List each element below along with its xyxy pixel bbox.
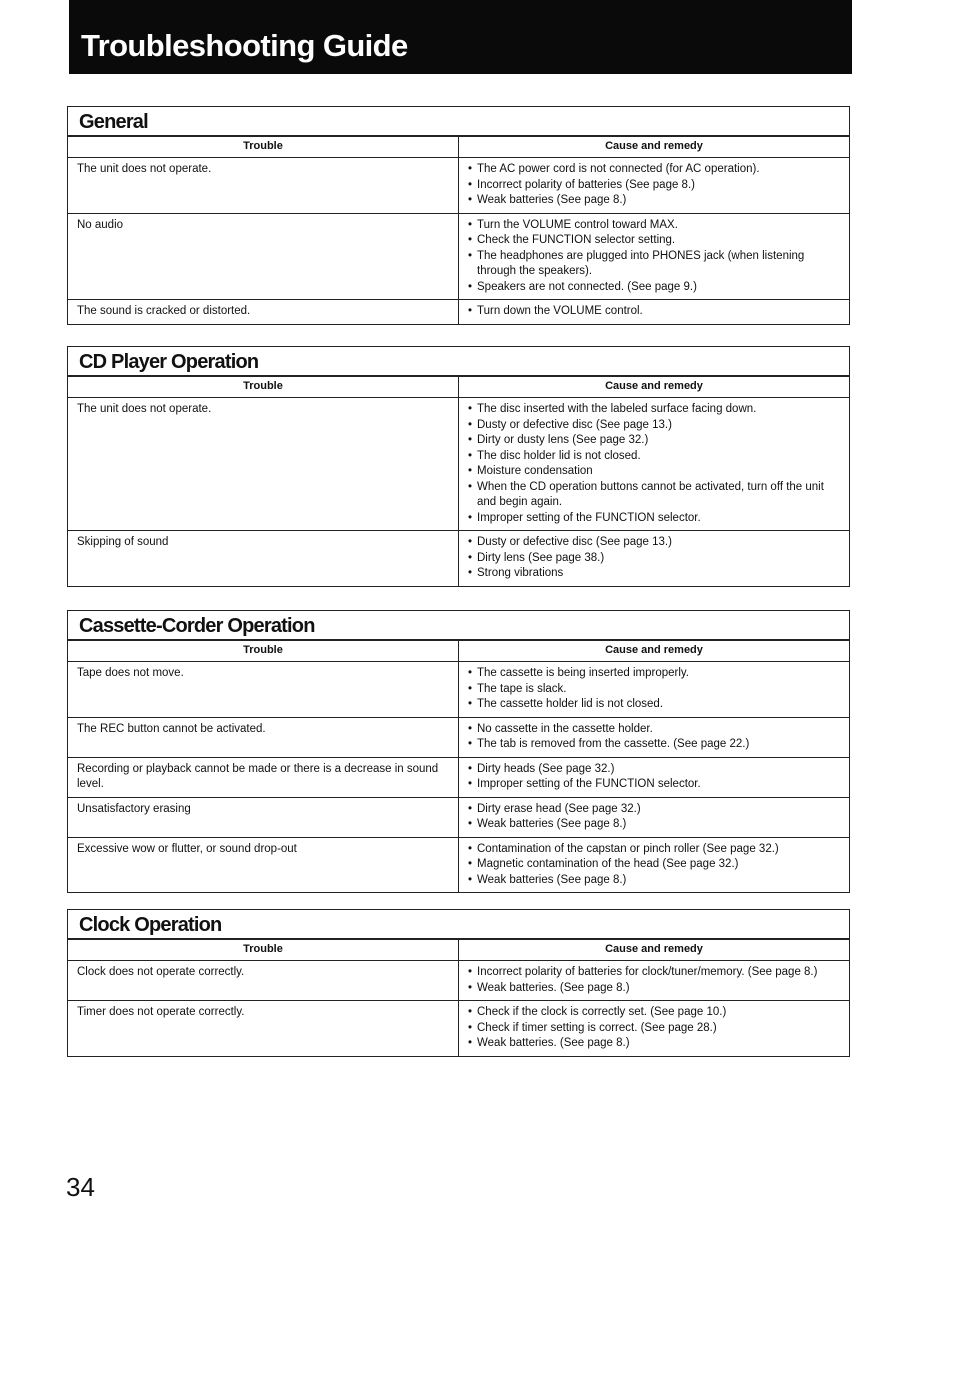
trouble-cell: Tape does not move. — [68, 662, 459, 718]
section-clock — [67, 909, 850, 1057]
remedy-item: • Speakers are not connected. (See page 9.) — [468, 280, 841, 296]
remedy-list — [468, 304, 841, 320]
remedy-list — [468, 802, 841, 833]
remedy-cell — [459, 757, 850, 797]
remedy-item: • Check if the clock is correctly set. (See page 10.) — [468, 1005, 841, 1021]
column-header-trouble: Trouble — [68, 377, 459, 398]
remedy-item: • Incorrect polarity of batteries for clock/tuner/memory. (See page 8.) — [468, 965, 841, 981]
trouble-cell: The REC button cannot be activated. — [68, 717, 459, 757]
remedy-list — [468, 162, 841, 209]
trouble-cell: The unit does not operate. — [68, 398, 459, 531]
section-cassette-corder — [67, 610, 850, 893]
remedy-cell — [459, 797, 850, 837]
remedy-item: • Strong vibrations — [468, 566, 841, 582]
remedy-cell — [459, 837, 850, 892]
remedy-cell — [459, 531, 850, 586]
remedy-item: • Weak batteries (See page 8.) — [468, 873, 841, 889]
trouble-cell: Excessive wow or flutter, or sound drop-out — [68, 837, 459, 892]
remedy-list — [468, 722, 841, 753]
title-bar — [69, 0, 852, 74]
remedy-cell — [459, 961, 850, 1001]
remedy-cell — [459, 1001, 850, 1056]
remedy-list — [468, 965, 841, 996]
page-number: 34 — [66, 1172, 95, 1202]
column-header-trouble: Trouble — [68, 641, 459, 662]
remedy-item: • Weak batteries (See page 8.) — [468, 817, 841, 833]
remedy-item: • The tab is removed from the cassette. (See page 22.) — [468, 737, 841, 753]
trouble-cell: Clock does not operate correctly. — [68, 961, 459, 1001]
remedy-item: • Weak batteries. (See page 8.) — [468, 981, 841, 997]
table-header-row — [68, 137, 849, 158]
table-row — [68, 213, 849, 300]
section-general — [67, 106, 850, 325]
section-header — [68, 107, 849, 136]
remedy-list — [468, 842, 841, 889]
column-header-remedy: Cause and remedy — [459, 137, 850, 158]
remedy-item: • The headphones are plugged into PHONES jack (when listening through the speakers). — [468, 249, 841, 280]
remedy-item: • Turn the VOLUME control toward MAX. — [468, 218, 841, 234]
trouble-cell: Skipping of sound — [68, 531, 459, 586]
table-row — [68, 300, 849, 324]
troubleshooting-table — [68, 640, 849, 892]
remedy-item: • Turn down the VOLUME control. — [468, 304, 841, 320]
table-row — [68, 717, 849, 757]
trouble-cell: No audio — [68, 213, 459, 300]
table-row — [68, 662, 849, 718]
remedy-list — [468, 218, 841, 296]
column-header-remedy: Cause and remedy — [459, 377, 850, 398]
section-heading: Clock Operation — [79, 914, 222, 936]
trouble-cell: Timer does not operate correctly. — [68, 1001, 459, 1056]
table-header-row — [68, 377, 849, 398]
remedy-cell — [459, 158, 850, 214]
remedy-list — [468, 535, 841, 582]
remedy-item: • Improper setting of the FUNCTION selector. — [468, 511, 841, 527]
trouble-cell: Unsatisfactory erasing — [68, 797, 459, 837]
remedy-item: • Dusty or defective disc (See page 13.) — [468, 418, 841, 434]
column-header-remedy: Cause and remedy — [459, 940, 850, 961]
remedy-item: • Weak batteries. (See page 8.) — [468, 1036, 841, 1052]
column-header-remedy: Cause and remedy — [459, 641, 850, 662]
remedy-item: • No cassette in the cassette holder. — [468, 722, 841, 738]
remedy-item: • The tape is slack. — [468, 682, 841, 698]
remedy-list — [468, 666, 841, 713]
table-row — [68, 797, 849, 837]
remedy-list — [468, 402, 841, 526]
remedy-list — [468, 762, 841, 793]
column-header-trouble: Trouble — [68, 137, 459, 158]
table-row — [68, 961, 849, 1001]
remedy-item: • Dirty or dusty lens (See page 32.) — [468, 433, 841, 449]
section-heading: Cassette-Corder Operation — [79, 615, 315, 637]
remedy-item: • Dirty heads (See page 32.) — [468, 762, 841, 778]
table-row — [68, 531, 849, 586]
remedy-item: • Weak batteries (See page 8.) — [468, 193, 841, 209]
remedy-item: • The cassette holder lid is not closed. — [468, 697, 841, 713]
table-row — [68, 158, 849, 214]
table-row — [68, 398, 849, 531]
table-header-row — [68, 641, 849, 662]
remedy-item: • Dusty or defective disc (See page 13.) — [468, 535, 841, 551]
troubleshooting-table — [68, 136, 849, 324]
remedy-item: • Dirty lens (See page 38.) — [468, 551, 841, 567]
page-title: Troubleshooting Guide — [81, 28, 408, 63]
remedy-item: • The disc holder lid is not closed. — [468, 449, 841, 465]
remedy-item: • Improper setting of the FUNCTION selector. — [468, 777, 841, 793]
remedy-list — [468, 1005, 841, 1052]
remedy-item: • Check if timer setting is correct. (See page 28.) — [468, 1021, 841, 1037]
table-header-row — [68, 940, 849, 961]
remedy-item: • The disc inserted with the labeled surface facing down. — [468, 402, 841, 418]
remedy-cell — [459, 213, 850, 300]
table-row — [68, 757, 849, 797]
section-header — [68, 611, 849, 640]
remedy-cell — [459, 300, 850, 324]
troubleshooting-table — [68, 376, 849, 586]
column-header-trouble: Trouble — [68, 940, 459, 961]
remedy-cell — [459, 398, 850, 531]
section-header — [68, 910, 849, 939]
table-row — [68, 837, 849, 892]
remedy-item: • When the CD operation buttons cannot be activated, turn off the unit and begin again. — [468, 480, 841, 511]
trouble-cell: The sound is cracked or distorted. — [68, 300, 459, 324]
remedy-item: • Incorrect polarity of batteries (See page 8.) — [468, 178, 841, 194]
remedy-cell — [459, 662, 850, 718]
remedy-item: • Check the FUNCTION selector setting. — [468, 233, 841, 249]
table-row — [68, 1001, 849, 1056]
remedy-item: • Contamination of the capstan or pinch roller (See page 32.) — [468, 842, 841, 858]
remedy-item: • Magnetic contamination of the head (See page 32.) — [468, 857, 841, 873]
remedy-item: • Dirty erase head (See page 32.) — [468, 802, 841, 818]
trouble-cell: Recording or playback cannot be made or there is a decrease in sound level. — [68, 757, 459, 797]
remedy-item: • The AC power cord is not connected (for AC operation). — [468, 162, 841, 178]
section-cd-player — [67, 346, 850, 587]
section-heading: General — [79, 111, 148, 133]
remedy-item: • Moisture condensation — [468, 464, 841, 480]
section-header — [68, 347, 849, 376]
remedy-cell — [459, 717, 850, 757]
section-heading: CD Player Operation — [79, 351, 259, 373]
remedy-item: • The cassette is being inserted improperly. — [468, 666, 841, 682]
troubleshooting-table — [68, 939, 849, 1056]
trouble-cell: The unit does not operate. — [68, 158, 459, 214]
